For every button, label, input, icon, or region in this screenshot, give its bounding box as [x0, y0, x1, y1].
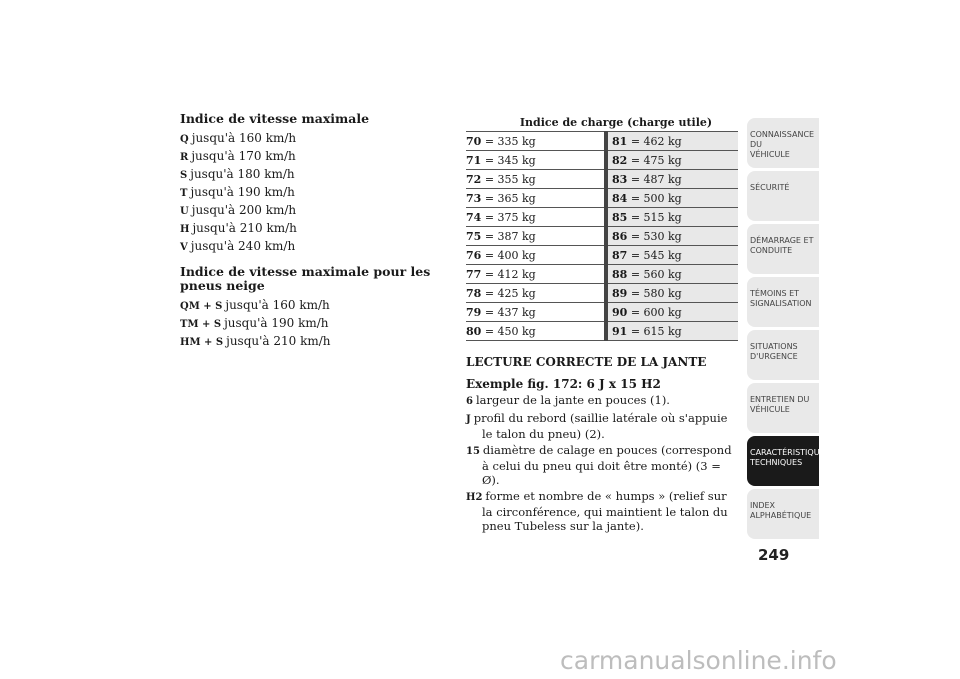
item-text: forme et nombre de « humps » (relief sur la circonférence, qui maintient le talon du pneu Tubeless sur la jante). — [482, 489, 728, 533]
rim-example: Exemple fig. 172: 6 J x 15 H2 — [466, 377, 661, 391]
load-index-value: = 412 kg — [484, 267, 536, 281]
item-text: diamètre de calage en pouces (correspond à celui du pneu qui doit être monté) (3 = Ø). — [482, 443, 732, 487]
table-row — [466, 227, 738, 246]
load-index-value: = 560 kg — [630, 267, 682, 281]
snow-index-title: Indice de vitesse maximale pour les pneus neige — [180, 264, 431, 293]
load-index-value: = 345 kg — [484, 153, 536, 167]
table-row — [466, 151, 738, 170]
load-index-value: = 615 kg — [630, 324, 682, 338]
load-index-value: = 475 kg — [630, 153, 682, 167]
load-index-number: 75 — [466, 229, 482, 243]
load-index-value: = 600 kg — [630, 305, 682, 319]
item-key: TM + S — [180, 319, 222, 330]
load-cell-left — [466, 303, 606, 322]
load-index-number: 87 — [612, 248, 628, 262]
chapter-tab[interactable]: SITUATIONS D'URGENCE — [747, 330, 819, 380]
load-cell-right — [606, 170, 738, 189]
list-item — [466, 489, 738, 533]
item-key: V — [180, 242, 188, 253]
list-item — [180, 148, 450, 166]
load-cell-left — [466, 132, 606, 151]
load-cell-left — [466, 151, 606, 170]
load-index-number: 83 — [612, 172, 628, 186]
page-number: 249 — [758, 546, 790, 564]
table-row — [466, 246, 738, 265]
load-index-value: = 365 kg — [484, 191, 536, 205]
item-text: jusqu'à 160 km/h — [225, 298, 330, 312]
chapter-tab[interactable]: CONNAISSANCE DU VÉHICULE — [747, 118, 819, 168]
load-index-value: = 500 kg — [630, 191, 682, 205]
table-row — [466, 189, 738, 208]
load-cell-right — [606, 265, 738, 284]
load-index-number: 88 — [612, 267, 628, 281]
table-row — [466, 303, 738, 322]
table-row — [466, 170, 738, 189]
list-item — [180, 130, 450, 148]
load-index-value: = 375 kg — [484, 210, 536, 224]
chapter-tab[interactable]: SÉCURITÉ — [747, 171, 819, 221]
load-index-value: = 437 kg — [484, 305, 536, 319]
item-key: QM + S — [180, 301, 223, 312]
table-row — [466, 322, 738, 341]
item-key: 15 — [466, 446, 480, 457]
list-item — [180, 220, 450, 238]
item-text: jusqu'à 170 km/h — [191, 149, 296, 163]
item-key: S — [180, 170, 188, 181]
item-key: J — [466, 414, 471, 425]
load-index-number: 90 — [612, 305, 628, 319]
load-cell-left — [466, 284, 606, 303]
load-index-value: = 487 kg — [630, 172, 682, 186]
list-item — [180, 202, 450, 220]
load-index-number: 78 — [466, 286, 482, 300]
item-text: jusqu'à 210 km/h — [226, 334, 331, 348]
load-cell-left — [466, 189, 606, 208]
list-item — [466, 393, 738, 409]
chapter-tabs — [747, 118, 830, 542]
item-text: profil du rebord (saillie latérale où s'appuie le talon du pneu) (2). — [473, 411, 728, 441]
list-item — [180, 315, 450, 333]
chapter-tab[interactable]: ENTRETIEN DU VÉHICULE — [747, 383, 819, 433]
list-item — [180, 238, 450, 256]
item-text: largeur de la jante en pouces (1). — [475, 393, 670, 407]
load-index-value: = 387 kg — [484, 229, 536, 243]
item-key: HM + S — [180, 337, 224, 348]
load-cell-right — [606, 132, 738, 151]
load-index-number: 80 — [466, 324, 482, 338]
load-cell-right — [606, 151, 738, 170]
load-index-value: = 545 kg — [630, 248, 682, 262]
item-key: Q — [180, 134, 189, 145]
load-cell-left — [466, 322, 606, 341]
load-index-number: 91 — [612, 324, 628, 338]
load-index-section — [466, 116, 738, 535]
speed-index-section — [180, 112, 450, 351]
item-text: jusqu'à 240 km/h — [190, 239, 296, 253]
load-index-value: = 425 kg — [484, 286, 536, 300]
load-cell-left — [466, 170, 606, 189]
load-index-number: 74 — [466, 210, 482, 224]
rim-section-title: LECTURE CORRECTE DE LA JANTE — [466, 355, 707, 369]
item-text: jusqu'à 160 km/h — [191, 131, 297, 145]
speed-index-title: Indice de vitesse maximale — [180, 111, 370, 126]
load-cell-right — [606, 322, 738, 341]
list-item — [466, 443, 738, 487]
chapter-tab[interactable]: CARACTÉRISTIQUES TECHNIQUES — [747, 436, 819, 486]
list-item — [180, 333, 450, 351]
chapter-tab[interactable]: INDEX ALPHABÉTIQUE — [747, 489, 819, 539]
list-item — [466, 411, 738, 441]
load-index-value: = 580 kg — [630, 286, 682, 300]
chapter-tab[interactable]: TÉMOINS ET SIGNALISATION — [747, 277, 819, 327]
load-index-number: 70 — [466, 134, 482, 148]
item-text: jusqu'à 200 km/h — [191, 203, 297, 217]
item-key: R — [180, 152, 189, 163]
load-index-number: 72 — [466, 172, 482, 186]
load-index-number: 73 — [466, 191, 482, 205]
load-index-number: 81 — [612, 134, 628, 148]
load-cell-left — [466, 265, 606, 284]
load-cell-left — [466, 246, 606, 265]
load-index-value: = 355 kg — [484, 172, 536, 186]
table-row — [466, 208, 738, 227]
item-text: jusqu'à 180 km/h — [190, 167, 295, 181]
item-key: U — [180, 206, 189, 217]
load-cell-left — [466, 227, 606, 246]
load-cell-right — [606, 303, 738, 322]
table-row — [466, 265, 738, 284]
table-row — [466, 132, 738, 151]
load-index-table — [466, 131, 738, 341]
load-index-number: 77 — [466, 267, 482, 281]
load-index-number: 89 — [612, 286, 628, 300]
load-index-value: = 335 kg — [484, 134, 536, 148]
load-index-number: 71 — [466, 153, 482, 167]
load-index-number: 79 — [466, 305, 482, 319]
load-cell-right — [606, 189, 738, 208]
load-index-value: = 515 kg — [630, 210, 682, 224]
load-index-value: = 450 kg — [484, 324, 536, 338]
load-index-value: = 462 kg — [630, 134, 682, 148]
load-cell-right — [606, 227, 738, 246]
load-index-number: 86 — [612, 229, 628, 243]
item-key: H2 — [466, 492, 483, 503]
load-cell-right — [606, 246, 738, 265]
list-item — [180, 166, 450, 184]
load-index-value: = 400 kg — [484, 248, 536, 262]
watermark: carmanualsonline.info — [560, 646, 837, 675]
list-item — [180, 297, 450, 315]
item-key: 6 — [466, 396, 473, 407]
load-cell-right — [606, 208, 738, 227]
table-row — [466, 284, 738, 303]
load-index-number: 76 — [466, 248, 482, 262]
item-text: jusqu'à 190 km/h — [190, 185, 295, 199]
item-text: jusqu'à 210 km/h — [192, 221, 297, 235]
load-index-title: Indice de charge (charge utile) — [519, 116, 713, 129]
load-cell-right — [606, 284, 738, 303]
item-key: T — [180, 188, 188, 199]
load-index-number: 82 — [612, 153, 628, 167]
load-index-value: = 530 kg — [630, 229, 682, 243]
item-text: jusqu'à 190 km/h — [224, 316, 329, 330]
load-cell-left — [466, 208, 606, 227]
chapter-tab[interactable]: DÉMARRAGE ET CONDUITE — [747, 224, 819, 274]
load-index-number: 84 — [612, 191, 628, 205]
load-index-number: 85 — [612, 210, 628, 224]
item-key: H — [180, 224, 190, 235]
list-item — [180, 184, 450, 202]
